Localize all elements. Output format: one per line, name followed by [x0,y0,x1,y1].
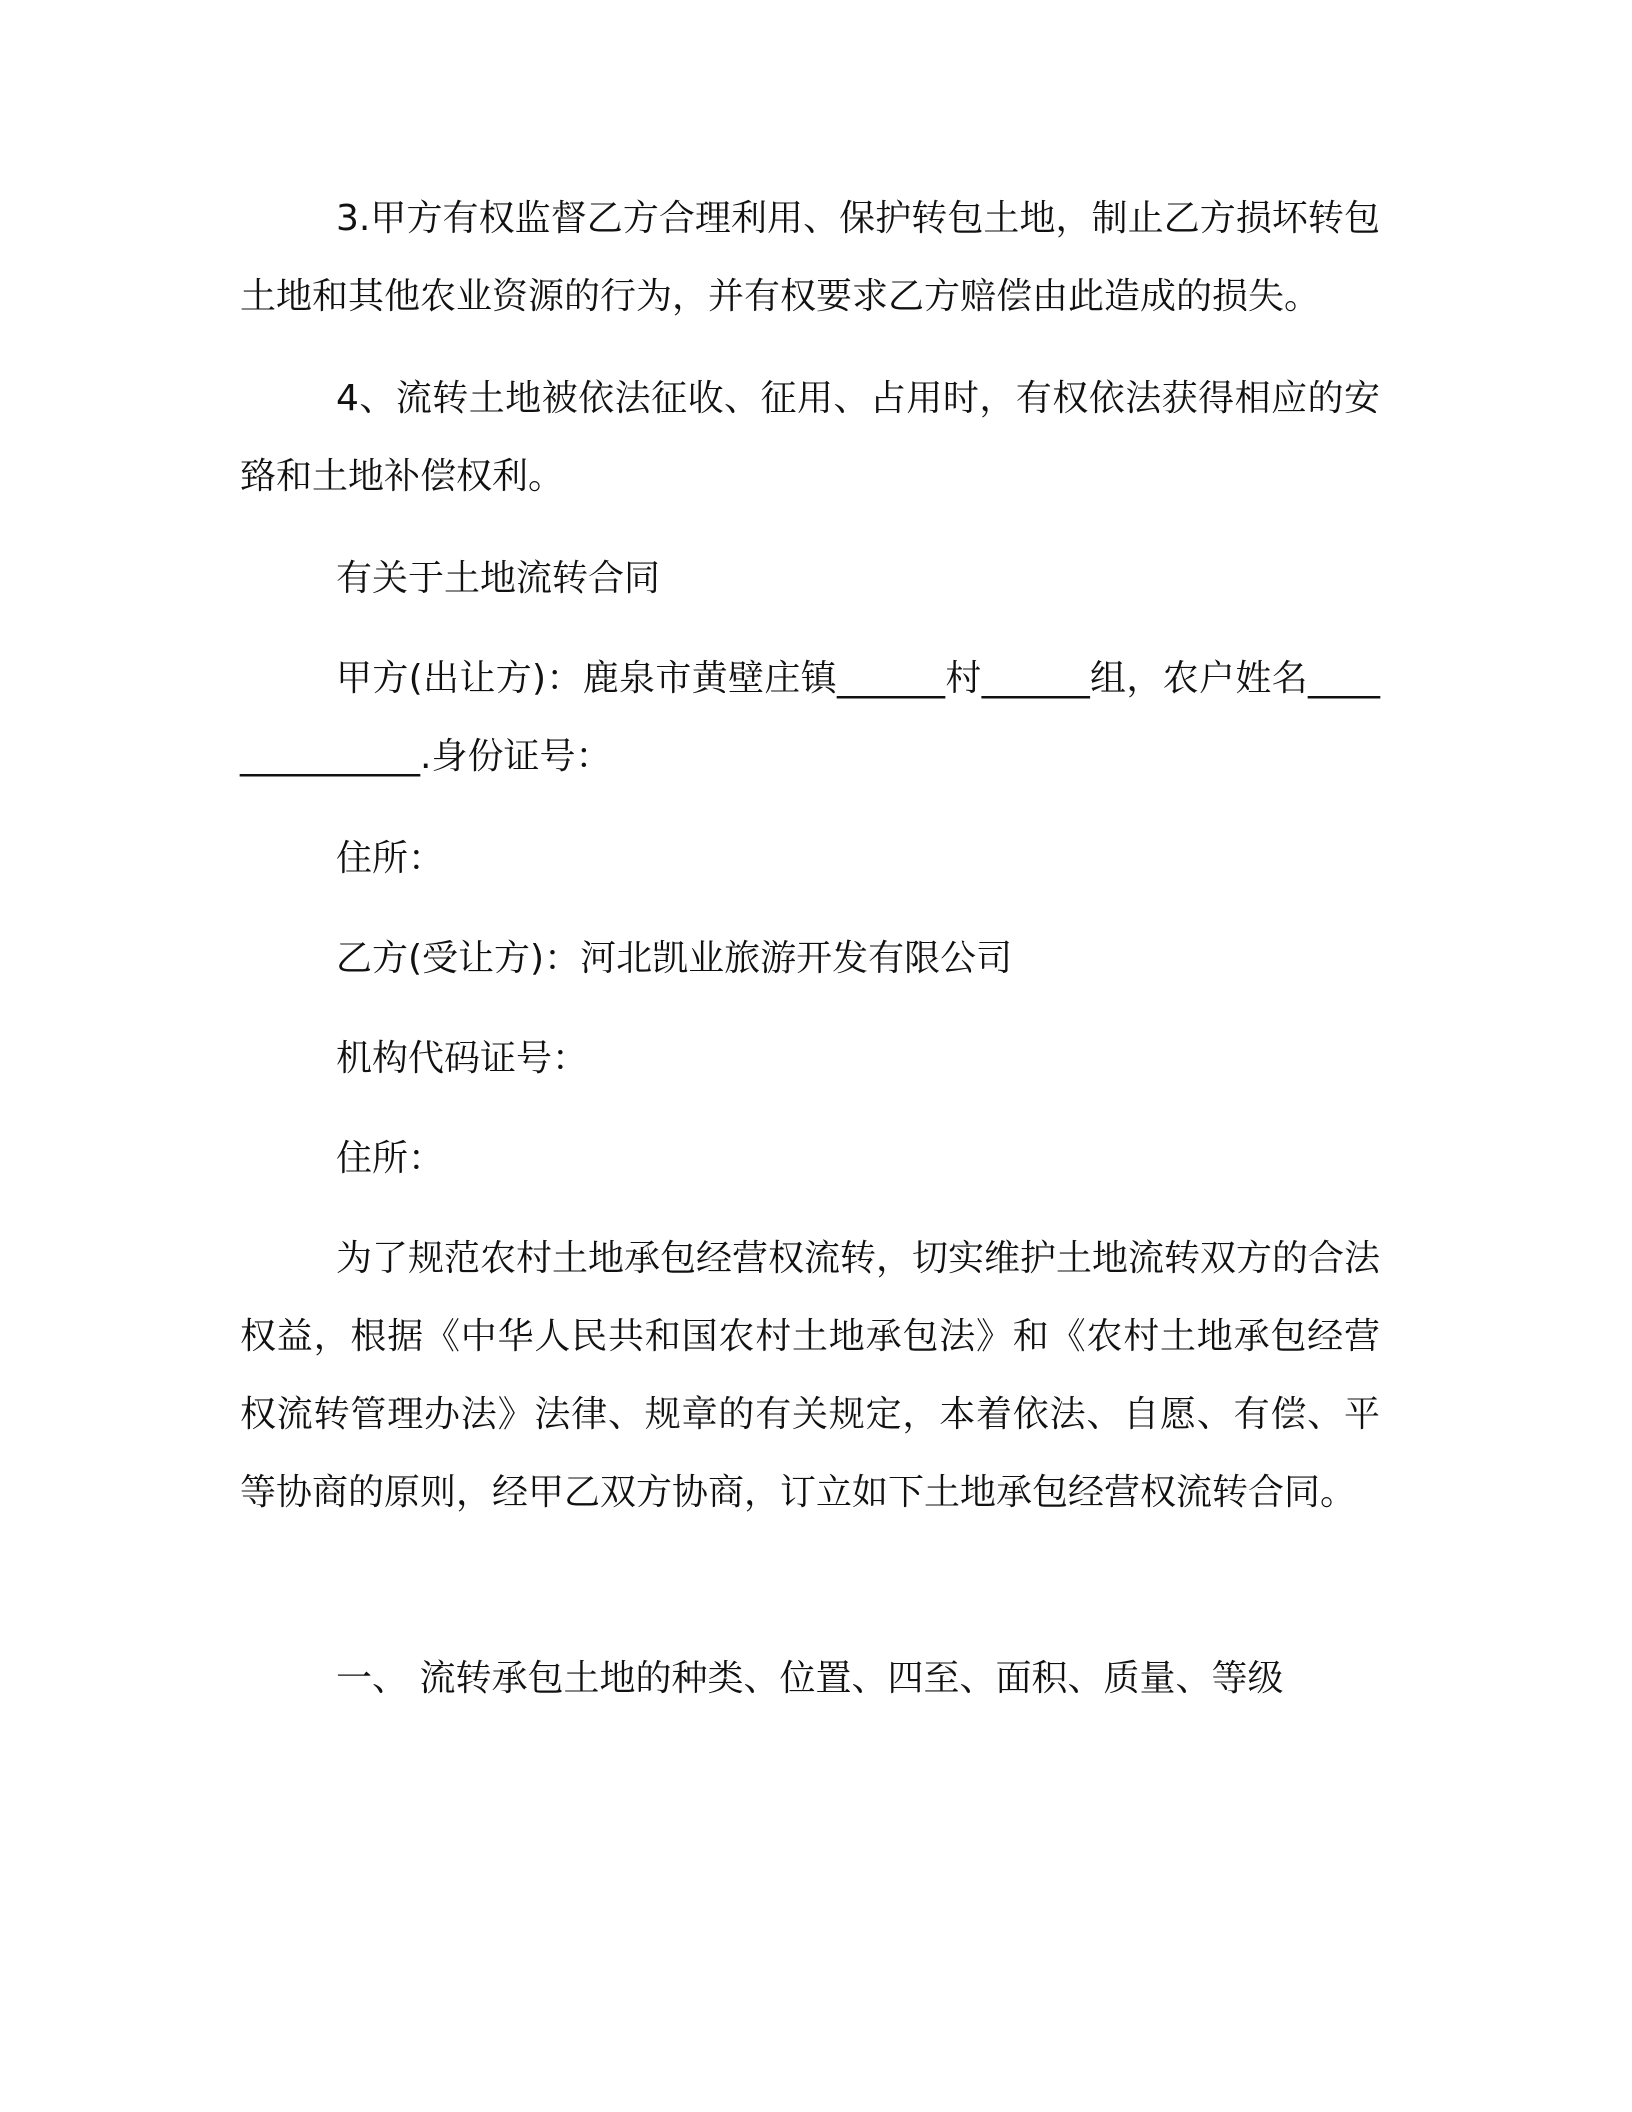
paragraph-contract-preamble: 为了规范农村土地承包经营权流转，切实维护土地流转双方的合法权益，根据《中华人民共和国农村土地承包法》和《农村土地承包经营权流转管理办法》法律、规章的有关规定，本着依法、自愿、有偿、平等协商的原则，经甲乙双方协商，订立如下土地承包经营权流转合同。 [240,1238,1381,1513]
party-b-organization-code: 机构代码证号： [336,1038,589,1079]
party-b-address: 住所： [336,1138,445,1179]
section-heading-1: 一、 流转承包土地的种类、位置、四至、面积、质量、等级 [336,1658,1284,1699]
party-a-address: 住所： [336,838,445,879]
party-a-info: 甲方(出让方)：鹿泉市黄壁庄镇______村______组，农户姓名______________.身份证号： [240,658,1380,777]
paragraph-lessor-right-supervision: 3.甲方有权监督乙方合理利用、保护转包土地，制止乙方损坏转包土地和其他农业资源的行为，并有权要求乙方赔偿由此造成的损失。 [240,198,1380,317]
party-b-info: 乙方(受让方)：河北凯业旅游开发有限公司 [336,938,1013,979]
document-title: 有关于土地流转合同 [336,558,661,599]
paragraph-land-compensation: 4、流转土地被依法征收、征用、占用时，有权依法获得相应的安臵和土地补偿权利。 [240,378,1380,497]
